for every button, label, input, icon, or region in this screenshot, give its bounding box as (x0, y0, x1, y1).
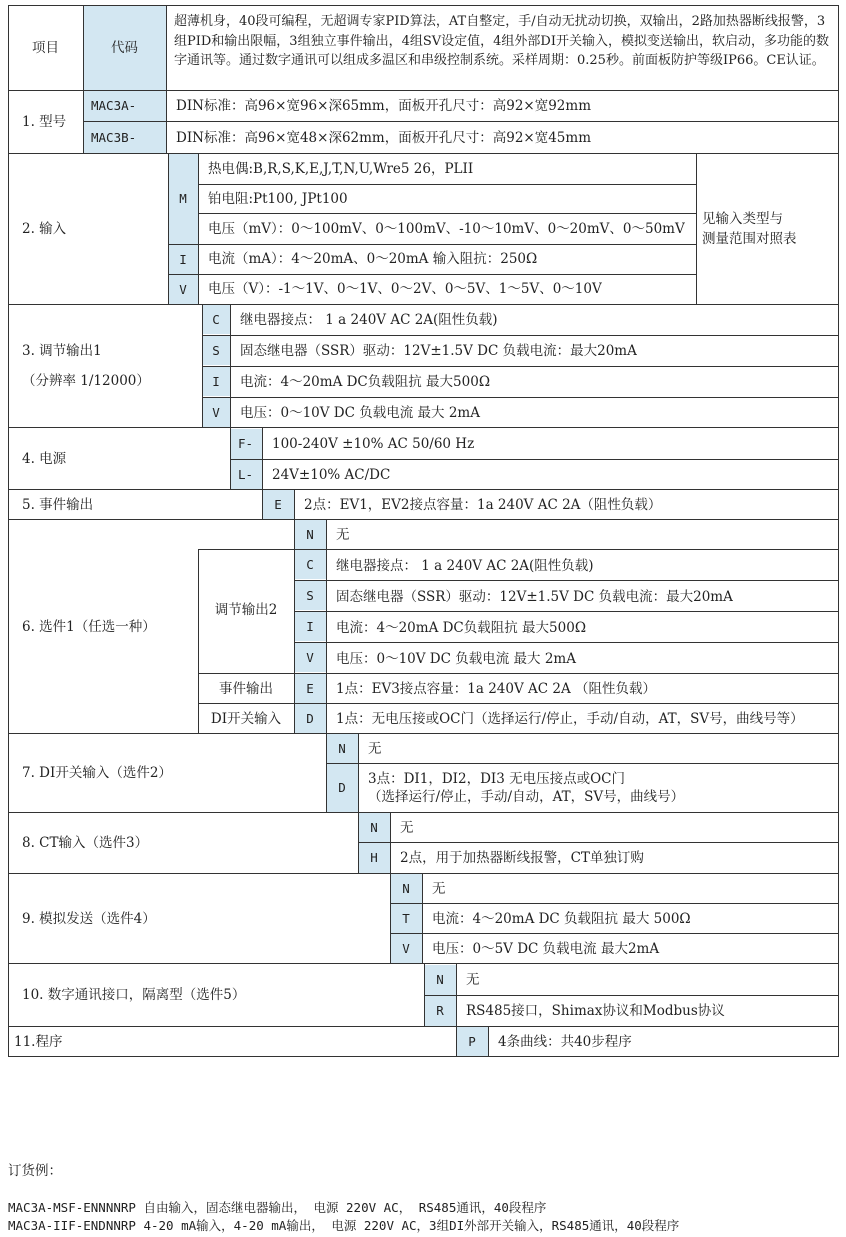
s3-title: 3. 调节输出1 (22, 342, 102, 359)
s6-desc-2: 继电器接点： 1 a 240V AC 2A(阻性负载) (336, 557, 594, 574)
section-9-label: 9. 模拟发送（选件4） (22, 910, 156, 927)
s6-code-2: C (294, 550, 326, 579)
s6-code-7: D (294, 704, 326, 733)
section-2-label: 2. 输入 (22, 220, 67, 237)
s9-desc-2: 电流：4～20mA DC 负载阻抗 最大 500Ω (432, 911, 691, 927)
s2-note-line-2: 测量范围对照表 (702, 231, 797, 247)
s2-desc-2: 铂电阻:Pt100, JPt100 (208, 190, 348, 207)
s10-desc-2: RS485接口，Shimax协议和Modbus协议 (466, 1003, 725, 1019)
s3-code-1: C (202, 305, 230, 334)
s6-code-1: N (294, 520, 326, 549)
s6-desc-3: 固态继电器（SSR）驱动：12V±1.5V DC 负载电流：最大20mA (336, 588, 733, 605)
s8-desc-1: 无 (400, 819, 414, 836)
s2-code-m: M (168, 153, 198, 244)
s6-desc-7: 1点：无电压接或OC门（选择运行/停止，手动/自动，AT，SV号，曲线号等） (336, 710, 804, 727)
s2-desc-5: 电压（V）：-1～1V、0～1V、0～2V、0～5V、1～5V、0～10V (208, 281, 602, 297)
s2-desc-3: 电压（mV）：0～100mV、0～100mV、-10～10mV、0～20mV、0～50mV (208, 220, 685, 237)
s4-desc-2: 24V±10% AC/DC (272, 466, 391, 483)
s1-code-1: MAC3A- (83, 90, 166, 121)
s11-desc: 4条曲线：共40步程序 (498, 1033, 632, 1050)
order-example-title: 订货例： (8, 1163, 62, 1179)
order-example-2: MAC3A-IIF-ENDNNRP 4-20 mA输入，4-20 mA输出， 电源 220V AC，3组DI外部开关输入，RS485通讯，40段程序 (8, 1218, 680, 1233)
s3-subtitle: （分辨率 1/12000） (22, 372, 150, 389)
header-intro: 超薄机身，40段可编程，无超调专家PID算法，AT自整定，手/自动无扰动切换，双输出，2路加热器断线报警，3组PID和输出限幅，3组独立事件输出，4组SV设定值，4组外部DI开关输入，模拟变送输出，软启动，多功能的数字通讯等。通过数字通讯可以组成多温区和串级控制系统。采样周期：0.25秒。前面板防护等级IP66。CE认证。 (174, 14, 829, 68)
section-4-label: 4. 电源 (22, 450, 67, 467)
s6-group-di: DI开关输入 (210, 710, 282, 727)
s9-desc-3: 电压：0～5V DC 负载电流 最大2mA (432, 940, 660, 957)
s7-code-n: N (326, 734, 358, 763)
s10-desc-1: 无 (466, 972, 480, 988)
section-5-label: 5. 事件输出 (22, 496, 94, 513)
s2-code-i: I (168, 245, 198, 274)
s3-desc-1: 继电器接点： 1 a 240V AC 2A(阻性负载) (240, 312, 498, 328)
s2-note-line-1: 见输入类型与 (702, 211, 783, 227)
section-3-label (8, 304, 202, 427)
s7-desc-d-line-2: （选择运行/停止，手动/自动，AT，SV号，曲线号） (368, 789, 685, 805)
s6-code-6: E (294, 674, 326, 703)
s10-code-2: R (424, 996, 456, 1026)
section-6-label: 6. 选件1（任选一种） (22, 618, 156, 635)
s2-desc-1: 热电偶:B,R,S,K,E,J,T,N,U,Wre5 26，PLII (208, 160, 474, 177)
s9-code-2: T (390, 904, 422, 933)
s3-desc-4: 电压：0～10V DC 负载电流 最大 2mA (240, 404, 480, 421)
order-example-1: MAC3A-MSF-ENNNNRP 自由输入，固态继电器输出， 电源 220V AC， RS485通讯，40段程序 (8, 1200, 547, 1215)
s6-group-output2: 调节输出2 (214, 602, 278, 618)
s8-code-2: H (358, 843, 390, 873)
s10-code-1: N (424, 965, 456, 995)
s3-desc-2: 固态继电器（SSR）驱动：12V±1.5V DC 负载电流：最大20mA (240, 343, 637, 359)
s8-code-1: N (358, 813, 390, 842)
s6-code-5: V (294, 643, 326, 672)
s2-desc-4: 电流（mA）：4～20mA、0～20mA 输入阻抗：250Ω (208, 251, 538, 267)
s5-desc: 2点：EV1，EV2接点容量：1a 240V AC 2A（阻性负载） (304, 496, 662, 513)
s1-desc-1: DIN标准：高96×宽96×深65mm，面板开孔尺寸：高92×宽92mm (176, 97, 591, 114)
s7-desc-d (358, 764, 839, 812)
s6-group-event: 事件输出 (219, 680, 273, 697)
s8-desc-2: 2点，用于加热器断线报警，CT单独订购 (400, 850, 644, 866)
s1-code-2: MAC3B- (83, 122, 166, 153)
s6-desc-4: 电流：4～20mA DC负载阻抗 最大500Ω (336, 619, 587, 636)
section-11-label: 11.程序 (14, 1033, 63, 1050)
s2-note (702, 204, 837, 254)
s2-code-v: V (168, 275, 198, 304)
s6-desc-1: 无 (336, 527, 350, 543)
section-8-label: 8. CT输入（选件3） (22, 835, 149, 851)
s4-code-2: L- (230, 460, 262, 489)
s9-desc-1: 无 (432, 881, 446, 897)
s1-desc-2: DIN标准：高96×宽48×深62mm，面板开孔尺寸：高92×宽45mm (176, 129, 591, 146)
s7-desc-n: 无 (368, 740, 382, 757)
s4-code-1: F- (230, 429, 262, 459)
s6-desc-6: 1点：EV3接点容量：1a 240V AC 2A （阻性负载） (336, 681, 657, 697)
s6-code-3: S (294, 581, 326, 610)
header-item-label: 项目 (32, 40, 59, 56)
s3-code-2: S (202, 336, 230, 365)
s7-desc-d-line-1: 3点：DI1，DI2，DI3 无电压接点或OC门 (368, 771, 626, 787)
s3-code-4: V (202, 398, 230, 427)
s11-code: P (456, 1027, 488, 1056)
s9-code-1: N (390, 874, 422, 903)
section-1-label: 1. 型号 (22, 113, 67, 130)
s4-desc-1: 100-240V ±10% AC 50/60 Hz (272, 436, 475, 452)
s6-code-4: I (294, 612, 326, 641)
header-code-label: 代码 (83, 6, 166, 90)
section-7-label: 7. DI开关输入（选件2） (22, 765, 172, 781)
s6-desc-5: 电压：0～10V DC 负载电流 最大 2mA (336, 650, 576, 667)
s3-code-3: I (202, 367, 230, 396)
s7-code-d: D (326, 764, 358, 812)
s9-code-3: V (390, 934, 422, 963)
s3-desc-3: 电流：4～20mA DC负载阻抗 最大500Ω (240, 374, 491, 390)
s5-code: E (262, 490, 294, 519)
section-10-label: 10. 数字通讯接口，隔离型（选件5） (22, 987, 246, 1003)
